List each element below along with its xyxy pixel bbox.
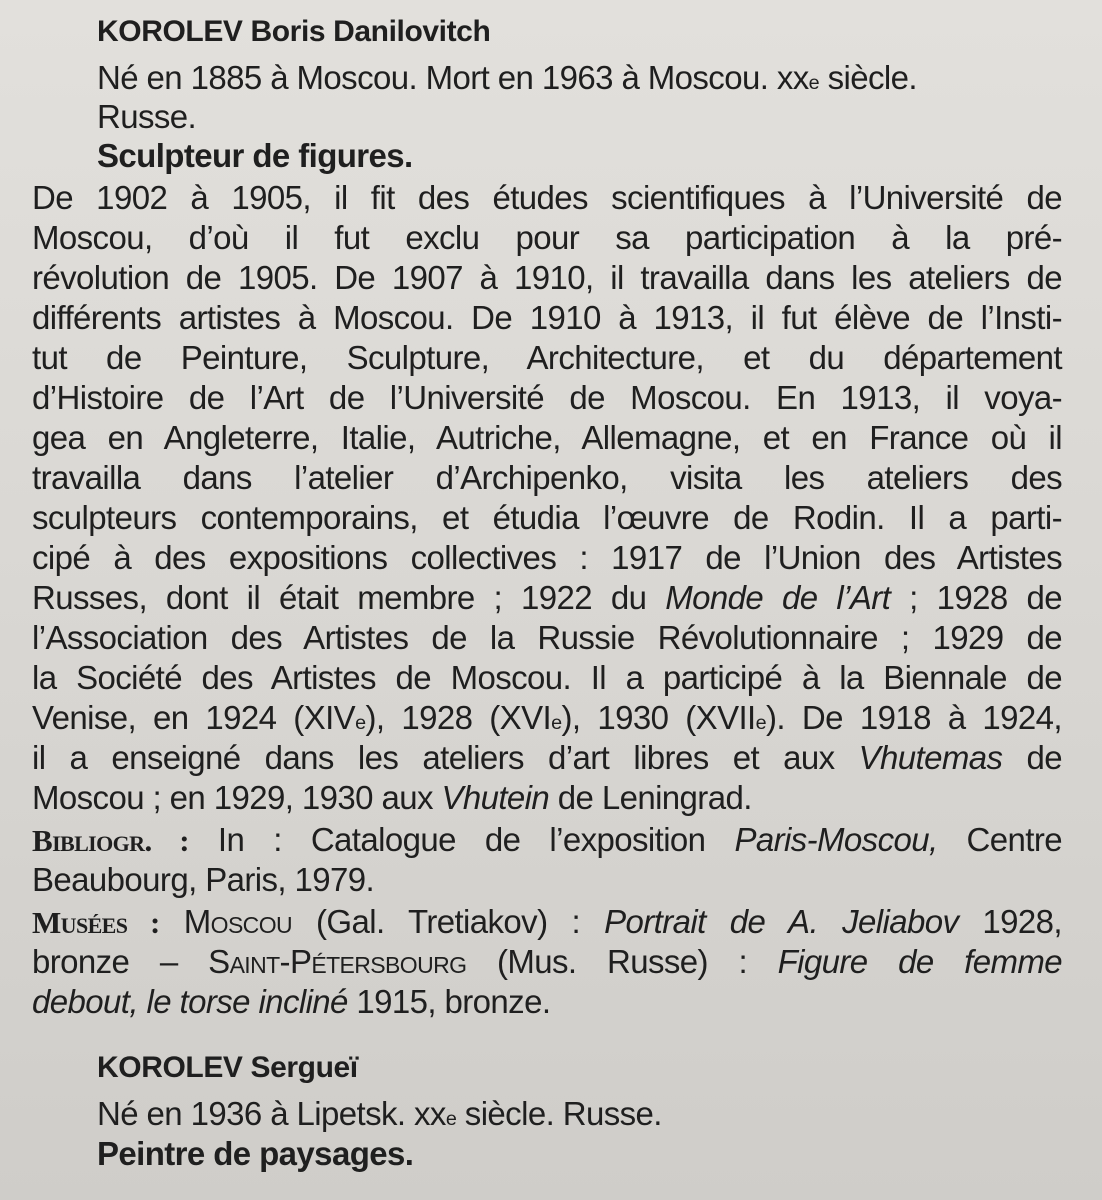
city-name: Saint-Pétersbourg — [208, 943, 467, 980]
entry-heading: KOROLEV Sergueï — [97, 1051, 358, 1084]
italic-title: Vhutemas — [858, 739, 1003, 776]
body-line: gea en Angleterre, Italie, Autriche, Allemagne, et en France où il — [32, 419, 1062, 456]
italic-title: Monde de l’Art — [665, 579, 891, 616]
text-run: bronze – — [32, 943, 209, 980]
text-run: (Gal. Tretiakov) : — [292, 903, 605, 940]
museums-line — [32, 982, 1062, 1022]
text-run: Venise, en 1924 (XIV — [32, 699, 356, 736]
body-line — [32, 778, 1062, 818]
text-run: ), 1930 (XVII — [561, 699, 756, 736]
body-line — [32, 698, 1062, 738]
birth-death-line — [97, 58, 1062, 98]
body-line — [32, 738, 1062, 778]
nationality-line: Russe. — [97, 98, 197, 135]
bio-text: Né en 1885 à Moscou. Mort en 1963 à Moscou. xx — [97, 59, 809, 96]
bibliography-label: Bibliogr. : — [32, 823, 189, 858]
italic-title: debout, le torse incliné — [32, 983, 348, 1020]
text-run: Centre — [937, 821, 1062, 858]
superscript: e — [355, 712, 366, 734]
body-line: la Société des Artistes de Moscou. Il a participé à la Biennale de — [32, 659, 1062, 696]
city-name: Moscou — [159, 903, 292, 940]
body-line: travailla dans l’atelier d’Archipenko, visita les ateliers des — [32, 459, 1062, 496]
bio-text: siècle. — [819, 59, 917, 96]
body-line: révolution de 1905. De 1907 à 1910, il travailla dans les ateliers de — [32, 259, 1062, 296]
text-run: Russes, dont il était membre ; 1922 du — [32, 579, 666, 616]
superscript: e — [445, 1108, 457, 1130]
text-run: In : Catalogue de l’exposition — [188, 821, 735, 858]
museums-label: Musées : — [32, 905, 160, 940]
italic-title: Portrait de A. Jeliabov — [604, 903, 959, 940]
museums-line — [32, 902, 1062, 943]
body-line: d’Histoire de l’Art de l’Université de Moscou. En 1913, il voya- — [32, 379, 1062, 416]
specialty-line: Sculpteur de figures. — [97, 137, 413, 174]
text-run: de Leningrad. — [549, 779, 752, 816]
birth-line — [97, 1094, 1062, 1134]
text-run: (Mus. Russe) : — [466, 943, 778, 980]
specialty-line: Peintre de paysages. — [97, 1135, 414, 1172]
text-run: 1915, bronze. — [347, 983, 551, 1020]
body-line — [32, 578, 1062, 618]
italic-title: Vhutein — [441, 779, 550, 816]
bibliography-line — [32, 820, 1062, 861]
museums-line — [32, 942, 1062, 982]
entry-heading: KOROLEV Boris Danilovitch — [97, 15, 491, 48]
text-run: ), 1928 (XVI — [365, 699, 552, 736]
text-run: ; 1928 de — [890, 579, 1062, 616]
body-line: différents artistes à Moscou. De 1910 à 1913, il fut élève de l’Insti- — [32, 299, 1062, 336]
body-line: cipé à des expositions collectives : 1917 de l’Union des Artistes — [32, 539, 1062, 576]
body-line: l’Association des Artistes de la Russie Révolutionnaire ; 1929 de — [32, 619, 1062, 656]
bibliography-line: Beaubourg, Paris, 1979. — [32, 861, 375, 898]
text-run: il a enseigné dans les ateliers d’art libres et aux — [32, 739, 859, 776]
text-run: 1928, — [958, 903, 1062, 940]
bio-text: Né en 1936 à Lipetsk. xx — [97, 1095, 446, 1132]
body-line: sculpteurs contemporains, et étudia l’œuvre de Rodin. Il a parti- — [32, 499, 1062, 536]
italic-title: Paris-Moscou, — [734, 821, 938, 858]
italic-title: Figure de femme — [777, 943, 1062, 980]
bio-text: siècle. Russe. — [456, 1095, 662, 1132]
body-line: tut de Peinture, Sculpture, Architecture, et du département — [32, 339, 1062, 376]
text-run: Moscou ; en 1929, 1930 aux — [32, 779, 442, 816]
superscript: e — [808, 72, 820, 94]
body-line: Moscou, d’où il fut exclu pour sa participation à la pré- — [32, 219, 1062, 256]
superscript: e — [551, 712, 562, 734]
text-run: de — [1002, 739, 1063, 776]
body-line: De 1902 à 1905, il fit des études scientifiques à l’Université de — [32, 179, 1062, 216]
superscript: e — [755, 712, 767, 734]
text-run: ). De 1918 à 1924, — [766, 699, 1062, 736]
